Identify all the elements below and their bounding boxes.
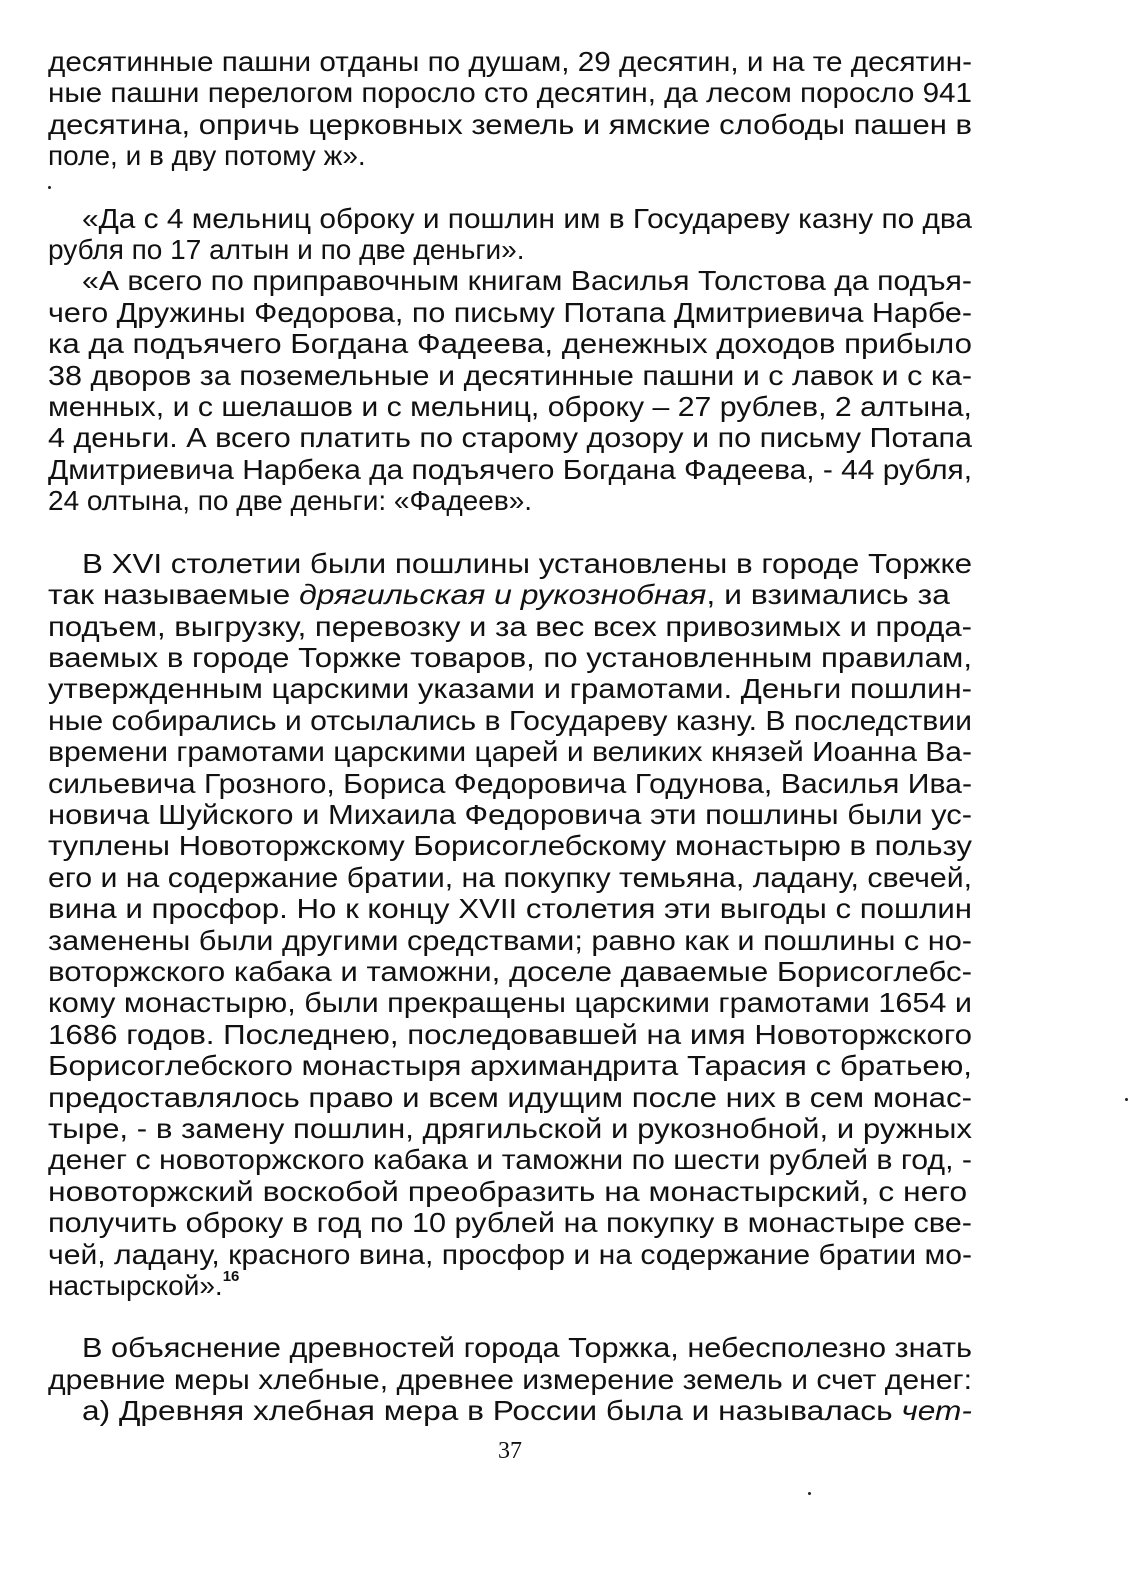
text-line: времени грамотами царскими царей и великих князей Иоанна Ва-	[48, 736, 972, 768]
text-line: новича Шуйского и Михаила Федоровича эти пошлины были ус-	[48, 798, 973, 830]
text-line: древние меры хлебные, древнее измерение земель и счет денег:	[48, 1363, 972, 1395]
text-line: рубля по 17 алтын и по две деньги».	[48, 234, 525, 266]
text-line: 4 деньги. А всего платить по старому дозору и по письму Потапа	[48, 422, 972, 454]
text-line: ваемых в городе Торжке товаров, по установленным правилам,	[48, 641, 972, 673]
paragraph-2	[48, 203, 972, 266]
page-number: 37	[498, 1438, 522, 1464]
text-line: 24 олтына, по две деньги: «Фадеев».	[48, 485, 533, 517]
text-line: утвержденным царскими указами и грамотами. Деньги пошлин-	[48, 673, 972, 705]
text-line: а) Древняя хлебная мера в России была и называлась чет-	[82, 1395, 972, 1427]
text-line: десятина, опричь церковных земель и ямские слободы пашен в	[48, 108, 973, 140]
text-line: «А всего по приправочным книгам Василья Толстова да подъя-	[82, 265, 972, 297]
scan-speck	[1125, 1098, 1128, 1101]
text-line: так называемые дрягильская и рукознобная, и взимались за	[48, 579, 950, 611]
text-line: подъем, выгрузку, перевозку и за вес всех привозимых и прода-	[48, 610, 973, 642]
paragraph-3	[48, 265, 972, 516]
text-line: 1686 годов. Последнею, последовавшей на имя Новоторжского	[48, 1018, 972, 1050]
text-line: В XVI столетии были пошлины установлены в городе Торжке	[82, 547, 973, 579]
text-line: воторжского кабака и таможни, доселе даваемые Борисоглебс-	[48, 955, 973, 987]
scan-speck	[808, 1492, 811, 1495]
text-line: Дмитриевича Нарбека да подъячего Богдана Фадеева, - 44 рубля,	[48, 453, 973, 485]
text-line: 38 дворов за поземельные и десятинные пашни и с лавок и с ка-	[48, 359, 973, 391]
text-line: Борисоглебского монастыря архимандрита Тарасия с братьею,	[48, 1050, 972, 1082]
italic-term: дрягильская и рукознобная	[299, 579, 707, 611]
text-line: десятинные пашни отданы по душам, 29 десятин, и на те десятин-	[48, 46, 972, 77]
footnote-marker: 16	[222, 1267, 240, 1285]
paragraph-1	[48, 46, 972, 172]
text-line: ные собирались и отсылались в Государеву казну. В последствии	[48, 704, 972, 736]
text-line: получить оброку в год по 10 рублей на покупку в монастыре све-	[48, 1207, 972, 1239]
text-line: сильевича Грозного, Бориса Федоровича Годунова, Василья Ива-	[48, 767, 973, 799]
text-line: заменены были другими средствами; равно как и пошлины с но-	[48, 924, 972, 956]
text-line: настырской».$^{16}$	[48, 1267, 240, 1302]
text-line: новоторжский воскобой преобразить на монастырский, с него	[48, 1175, 968, 1207]
text-line: «Да с 4 мельниц оброку и пошлин им в Государеву казну по два	[82, 202, 973, 234]
text-line: вина и просфор. Но к концу XVII столетия эти выгоды с пошлин	[48, 893, 973, 925]
text-line: кому монастырю, были прекращены царскими грамотами 1654 и	[48, 987, 973, 1019]
paragraph-5	[48, 1332, 972, 1426]
text-line: поле, и в дву потому ж».	[48, 140, 366, 172]
text-line: чей, ладану, красного вина, просфор и на содержание братии мо-	[48, 1238, 973, 1270]
italic-term: чет-	[901, 1395, 972, 1427]
paragraph-4	[48, 548, 972, 1302]
scan-speck	[48, 186, 51, 189]
text-line: туплены Новоторжскому Борисоглебскому монастырю в пользу	[48, 830, 972, 862]
text-line: чего Дружины Федорова, по письму Потапа Дмитриевича Нарбе-	[48, 296, 973, 328]
text-line: ка да подъячего Богдана Фадеева, денежных доходов прибыло	[48, 328, 972, 360]
text-line: денег с новоторжского кабака и таможни по шести рублей в год, -	[48, 1144, 972, 1176]
text-line: ные пашни перелогом поросло сто десятин, да лесом поросло 941	[48, 77, 972, 109]
text-line: предоставлялось право и всем идущим после них в сем монас-	[48, 1081, 972, 1113]
text-line: менных, и с шелашов и с мельниц, оброку – 27 рублев, 2 алтына,	[48, 391, 972, 423]
text-line: В объяснение древностей города Торжка, небесполезно знать	[82, 1332, 972, 1364]
text-line: его и на содержание братии, на покупку темьяна, ладану, свечей,	[48, 861, 973, 893]
text-line: тыре, - в замену пошлин, дрягильской и рукознобной, и ружных	[48, 1113, 972, 1144]
page-text	[48, 46, 972, 1427]
